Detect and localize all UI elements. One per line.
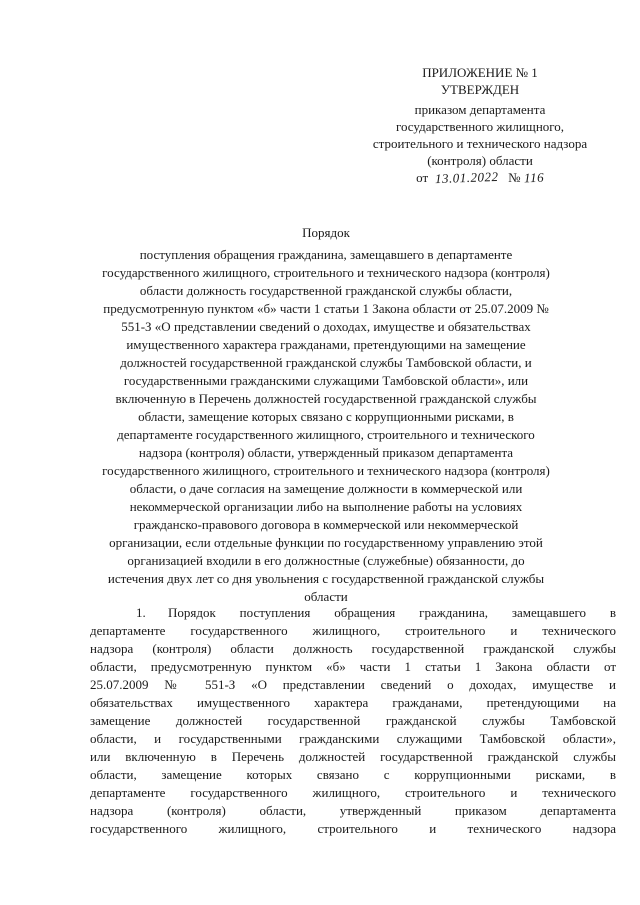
text-line: области, замещение которых связано с коррупционными рисками, в — [138, 409, 514, 424]
text-line: государственного жилищного, строительного и технического надзора (контроля) — [102, 265, 550, 280]
text-line: департаменте государственного жилищного, строительного и технического — [117, 427, 535, 442]
text-line: некоммерческой организации либо на выполнение работы на условиях — [129, 499, 523, 514]
text-line: организацией входили в его должностные (служебные) обязанности, до — [127, 553, 525, 568]
order-line: приказом департамента — [414, 102, 546, 117]
handwritten-number: 116 — [523, 169, 545, 186]
text-line: предусмотренную пунктом «б» части 1 статьи 1 Закона области от 25.07.2009 № — [103, 301, 549, 316]
text-line: области — [304, 589, 348, 604]
order-date-line — [352, 169, 608, 186]
text-line: истечения двух лет со дня увольнения с государственной гражданской службы — [107, 571, 545, 586]
paragraph-first-line — [90, 604, 616, 622]
text-line: организации, если отдельные функции по государственному управлению этой — [109, 535, 543, 550]
date-prefix: от — [416, 170, 429, 185]
text-line: области, замещение которых связано с коррупционными рисками, в — [90, 767, 616, 782]
procedure-heading — [86, 224, 566, 606]
text-line: имущественного характера гражданами, претендующими на замещение — [126, 337, 526, 352]
item-number: 1. — [136, 605, 146, 620]
text-line: департаменте государственного жилищного, строительного и технического — [90, 785, 616, 800]
text-line: должностей государственной гражданской службы Тамбовской области, и — [120, 355, 532, 370]
text-line: области должность государственной гражданской службы области, — [139, 283, 513, 298]
number-prefix: № — [508, 170, 521, 185]
text-line: гражданско-правового договора в коммерческой или некоммерческой — [133, 517, 519, 532]
text-line: замещение должностей государственной гражданской службы Тамбовской — [90, 713, 616, 728]
order-line: (контроля) области — [427, 153, 533, 168]
paragraph-text: Порядок поступления обращения гражданина, замещавшего в — [168, 605, 616, 620]
procedure-subtitle — [86, 246, 566, 606]
approved-label: УТВЕРЖДЕН — [440, 82, 520, 97]
appendix-title: ПРИЛОЖЕНИЕ № 1 — [422, 65, 538, 80]
text-line: поступления обращения гражданина, замещавшего в департаменте — [139, 247, 513, 262]
text-line: государственными гражданскими служащими Тамбовской области», или — [123, 373, 529, 388]
procedure-body — [90, 604, 616, 838]
order-line: строительного и технического надзора — [372, 136, 588, 151]
text-line: 25.07.2009 № 551-З «О представлении сведений о доходах, имуществе и — [90, 677, 616, 692]
procedure-title: Порядок — [302, 225, 350, 240]
text-line: департаменте государственного жилищного, строительного и технического — [90, 623, 616, 638]
appendix-approval-block — [352, 64, 608, 186]
text-line: обязательствах имущественного характера гражданами, претендующими на — [90, 695, 616, 710]
text-line: 551-З «О представлении сведений о доходах, имуществе и обязательствах — [121, 319, 531, 334]
handwritten-date: 13.01.2022 — [435, 168, 500, 187]
text-line: государственного жилищного, строительного и технического надзора (контроля) — [102, 463, 550, 478]
text-line: области, о даче согласия на замещение должности в коммерческой или — [129, 481, 523, 496]
text-line: государственного жилищного, строительного и технического надзора — [90, 821, 616, 836]
order-line: государственного жилищного, — [395, 119, 565, 134]
text-line: или включенную в Перечень должностей государственной гражданской службы — [90, 749, 616, 764]
text-line: надзора (контроля) области, утвержденный приказом департамента — [138, 445, 514, 460]
text-line: области, предусмотренную пунктом «б» части 1 статьи 1 Закона области от — [90, 659, 616, 674]
text-line: области, и государственными гражданскими служащими Тамбовской области», — [90, 731, 616, 746]
paragraph-continuation — [90, 622, 616, 838]
text-line: надзора (контроля) области должность государственной гражданской службы — [90, 641, 616, 656]
text-line: надзора (контроля) области, утвержденный приказом департамента — [90, 803, 616, 818]
text-line: включенную в Перечень должностей государственной гражданской службы — [115, 391, 537, 406]
